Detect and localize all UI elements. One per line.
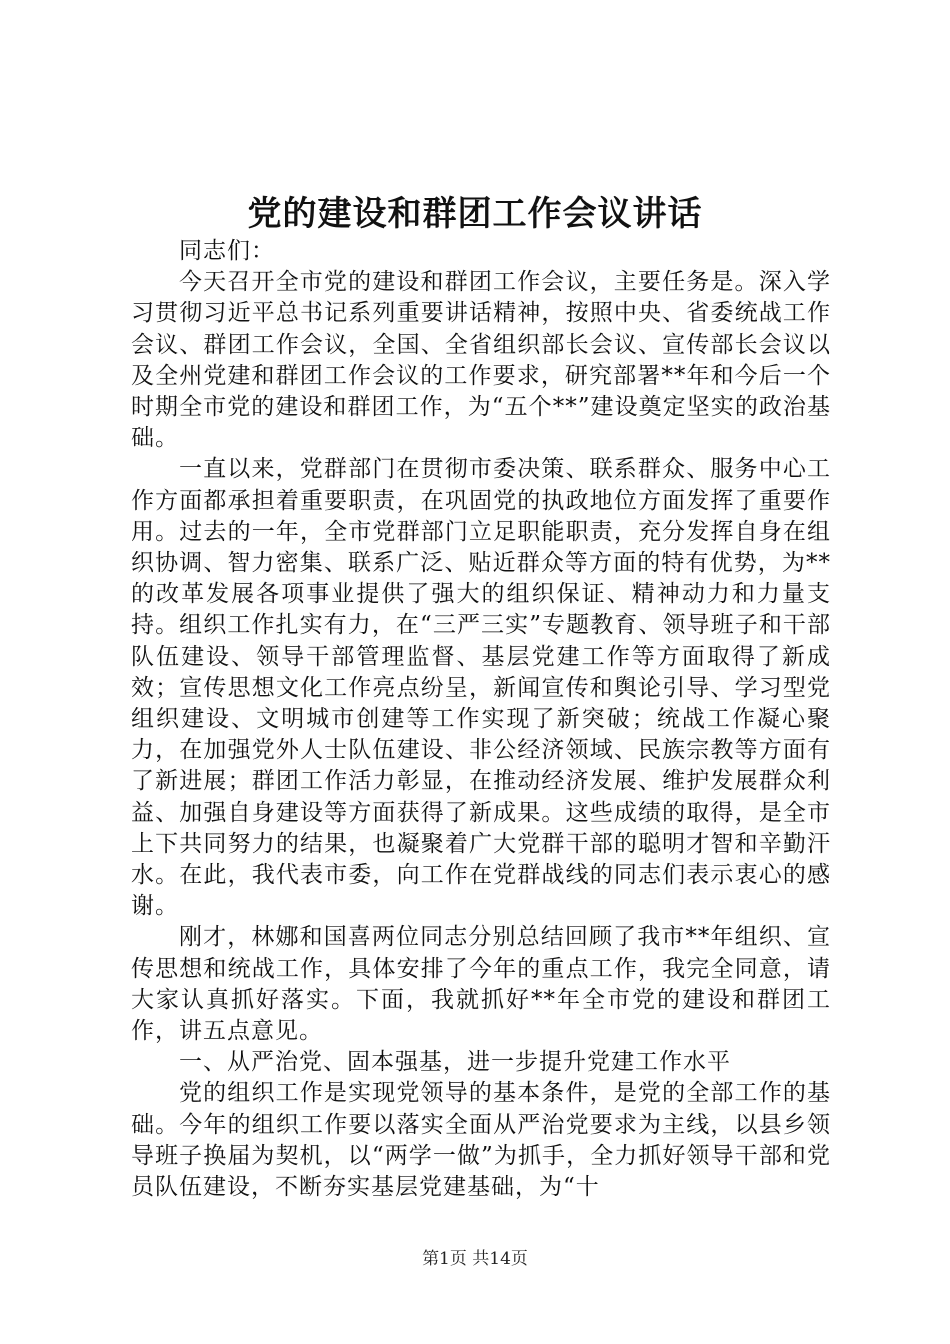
body-paragraph: 党的组织工作是实现党领导的基本条件，是党的全部工作的基础。今年的组织工作要以落实全面从严治党要求为主线，以县乡领导班子换届为契机，以“两学一做”为抓手，全力抓好领导干部和党员队伍建设，不断夯实基层党建基础，为“十 — [131, 1080, 831, 1201]
document-body — [131, 236, 831, 1203]
salutation-paragraph: 同志们： — [179, 238, 275, 264]
section-heading: 一、从严治党、固本强基，进一步提升党建工作水平 — [179, 1049, 731, 1076]
body-paragraph: 刚才，林娜和国喜两位同志分别总结回顾了我市**年组织、宣传思想和统战工作，具体安排了今年的重点工作，我完全同意，请大家认真抓好落实。下面，我就抓好**年全市党的建设和群团工作，讲五点意见。 — [131, 924, 831, 1045]
document-title: 党的建设和群团工作会议讲话 — [247, 194, 703, 234]
page-indicator: 第1页 共14页 — [422, 1249, 528, 1269]
body-paragraph: 今天召开全市党的建设和群团工作会议，主要任务是。深入学习贯彻习近平总书记系列重要讲话精神，按照中央、省委统战工作会议、群团工作会议，全国、全省组织部长会议、宣传部长会议以及全州党建和群团工作会议的工作要求，研究部署**年和今后一个时期全市党的建设和群团工作，为“五个**”建设奠定坚实的政治基础。 — [131, 269, 831, 452]
body-paragraph: 一直以来，党群部门在贯彻市委决策、联系群众、服务中心工作方面都承担着重要职责，在巩固党的执政地位方面发挥了重要作用。过去的一年，全市党群部门立足职能职责，充分发挥自身在组织协调、智力密集、联系广泛、贴近群众等方面的特有优势，为**的改革发展各项事业提供了强大的组织保证、精神动力和力量支持。组织工作扎实有力，在“三严三实”专题教育、领导班子和干部队伍建设、领导干部管理监督、基层党建工作等方面取得了新成效；宣传思想文化工作亮点纷呈，新闻宣传和舆论引导、学习型党组织建设、文明城市创建等工作实现了新突破；统战工作凝心聚力，在加强党外人士队伍建设、非公经济领域、民族宗教等方面有了新进展；群团工作活力彰显，在推动经济发展、维护发展群众利益、加强自身建设等方面获得了新成果。这些成绩的取得，是全市上下共同努力的结果，也凝聚着广大党群干部的聪明才智和辛勤汗水。在此，我代表市委，向工作在党群战线的同志们表示衷心的感谢。 — [131, 456, 831, 920]
